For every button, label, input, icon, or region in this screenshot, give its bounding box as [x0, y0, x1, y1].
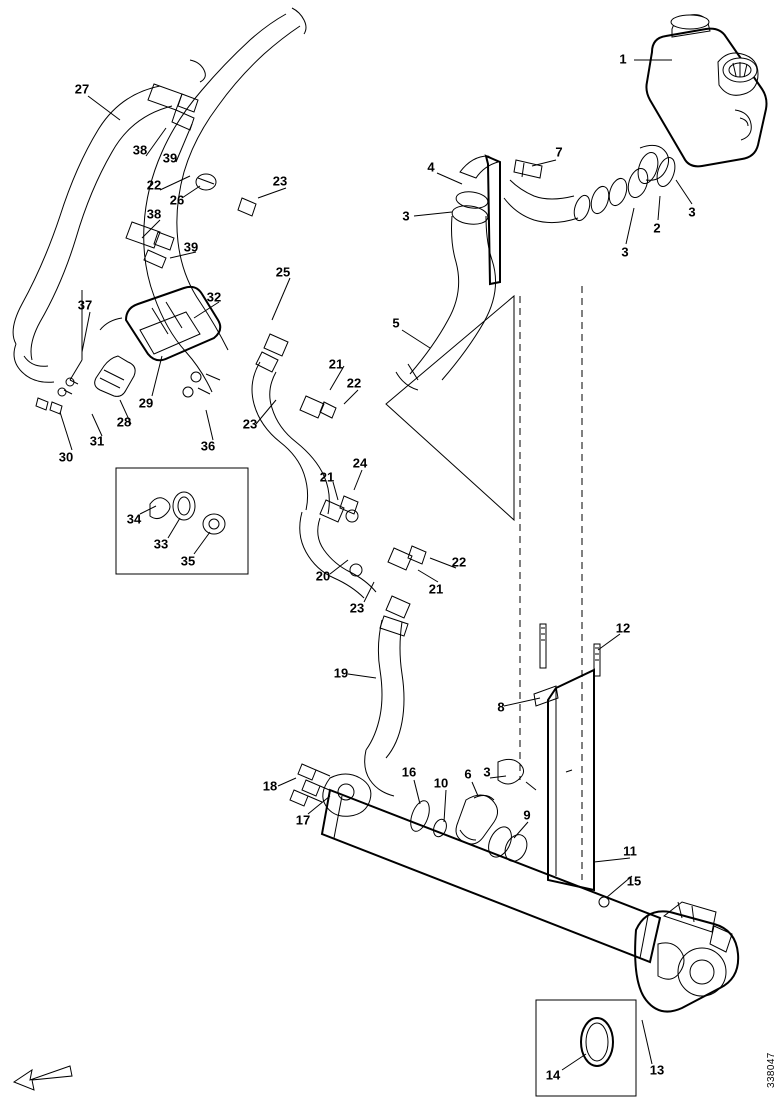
- callout-33: 33: [153, 536, 169, 552]
- callout-24: 24: [352, 455, 368, 471]
- callout-7: 7: [555, 144, 563, 160]
- pump-motor-32: [36, 287, 220, 414]
- callout-19: 19: [333, 665, 349, 681]
- callout-4: 4: [427, 159, 435, 175]
- callout-2: 2: [653, 220, 661, 236]
- callout-3c: 3: [402, 208, 410, 224]
- callout-37: 37: [77, 297, 93, 313]
- callout-36: 36: [200, 438, 216, 454]
- reservoir-assembly: [646, 15, 766, 167]
- callout-10: 10: [433, 775, 449, 791]
- callout-15: 15: [626, 873, 642, 889]
- callout-17: 17: [295, 812, 311, 828]
- callout-38b: 38: [146, 206, 162, 222]
- callout-28: 28: [116, 414, 132, 430]
- callout-21c: 21: [428, 581, 444, 597]
- callout-32: 32: [206, 289, 222, 305]
- callout-8: 8: [497, 699, 505, 715]
- callout-30: 30: [58, 449, 74, 465]
- callout-21b: 21: [319, 469, 335, 485]
- callout-34: 34: [126, 511, 142, 527]
- callout-29: 29: [138, 395, 154, 411]
- callout-35: 35: [180, 553, 196, 569]
- callout-9: 9: [523, 807, 531, 823]
- callout-21a: 21: [328, 356, 344, 372]
- callout-3b: 3: [621, 244, 629, 260]
- callout-22c: 22: [146, 177, 162, 193]
- callout-26: 26: [169, 192, 185, 208]
- callout-12: 12: [615, 620, 631, 636]
- flange-17-18: [290, 764, 371, 816]
- callout-27: 27: [74, 81, 90, 97]
- callout-16: 16: [401, 764, 417, 780]
- callout-20: 20: [315, 568, 331, 584]
- callout-3d: 3: [483, 764, 491, 780]
- fittings: [126, 60, 426, 636]
- callout-39a: 39: [162, 150, 178, 166]
- callout-5: 5: [392, 315, 400, 331]
- callout-6: 6: [464, 766, 472, 782]
- callout-13: 13: [649, 1062, 665, 1078]
- callout-38a: 38: [132, 142, 148, 158]
- callout-11: 11: [623, 843, 637, 859]
- callout-1: 1: [619, 51, 627, 67]
- callout-23c: 23: [349, 600, 365, 616]
- callout-25: 25: [275, 264, 291, 280]
- callout-23a: 23: [272, 173, 288, 189]
- callout-22b: 22: [451, 554, 467, 570]
- callout-18: 18: [262, 778, 278, 794]
- callout-31: 31: [89, 433, 105, 449]
- hose-clamps-group: [504, 145, 678, 222]
- callout-22a: 22: [346, 375, 362, 391]
- direction-arrow: [14, 1066, 72, 1090]
- axle-beam: [322, 790, 660, 962]
- callout-39b: 39: [183, 239, 199, 255]
- bracket-group: [396, 156, 542, 390]
- callout-3a: 3: [688, 204, 696, 220]
- drawing-part-number: 338047: [766, 1052, 777, 1088]
- callout-14: 14: [545, 1067, 561, 1083]
- callout-23b: 23: [242, 416, 258, 432]
